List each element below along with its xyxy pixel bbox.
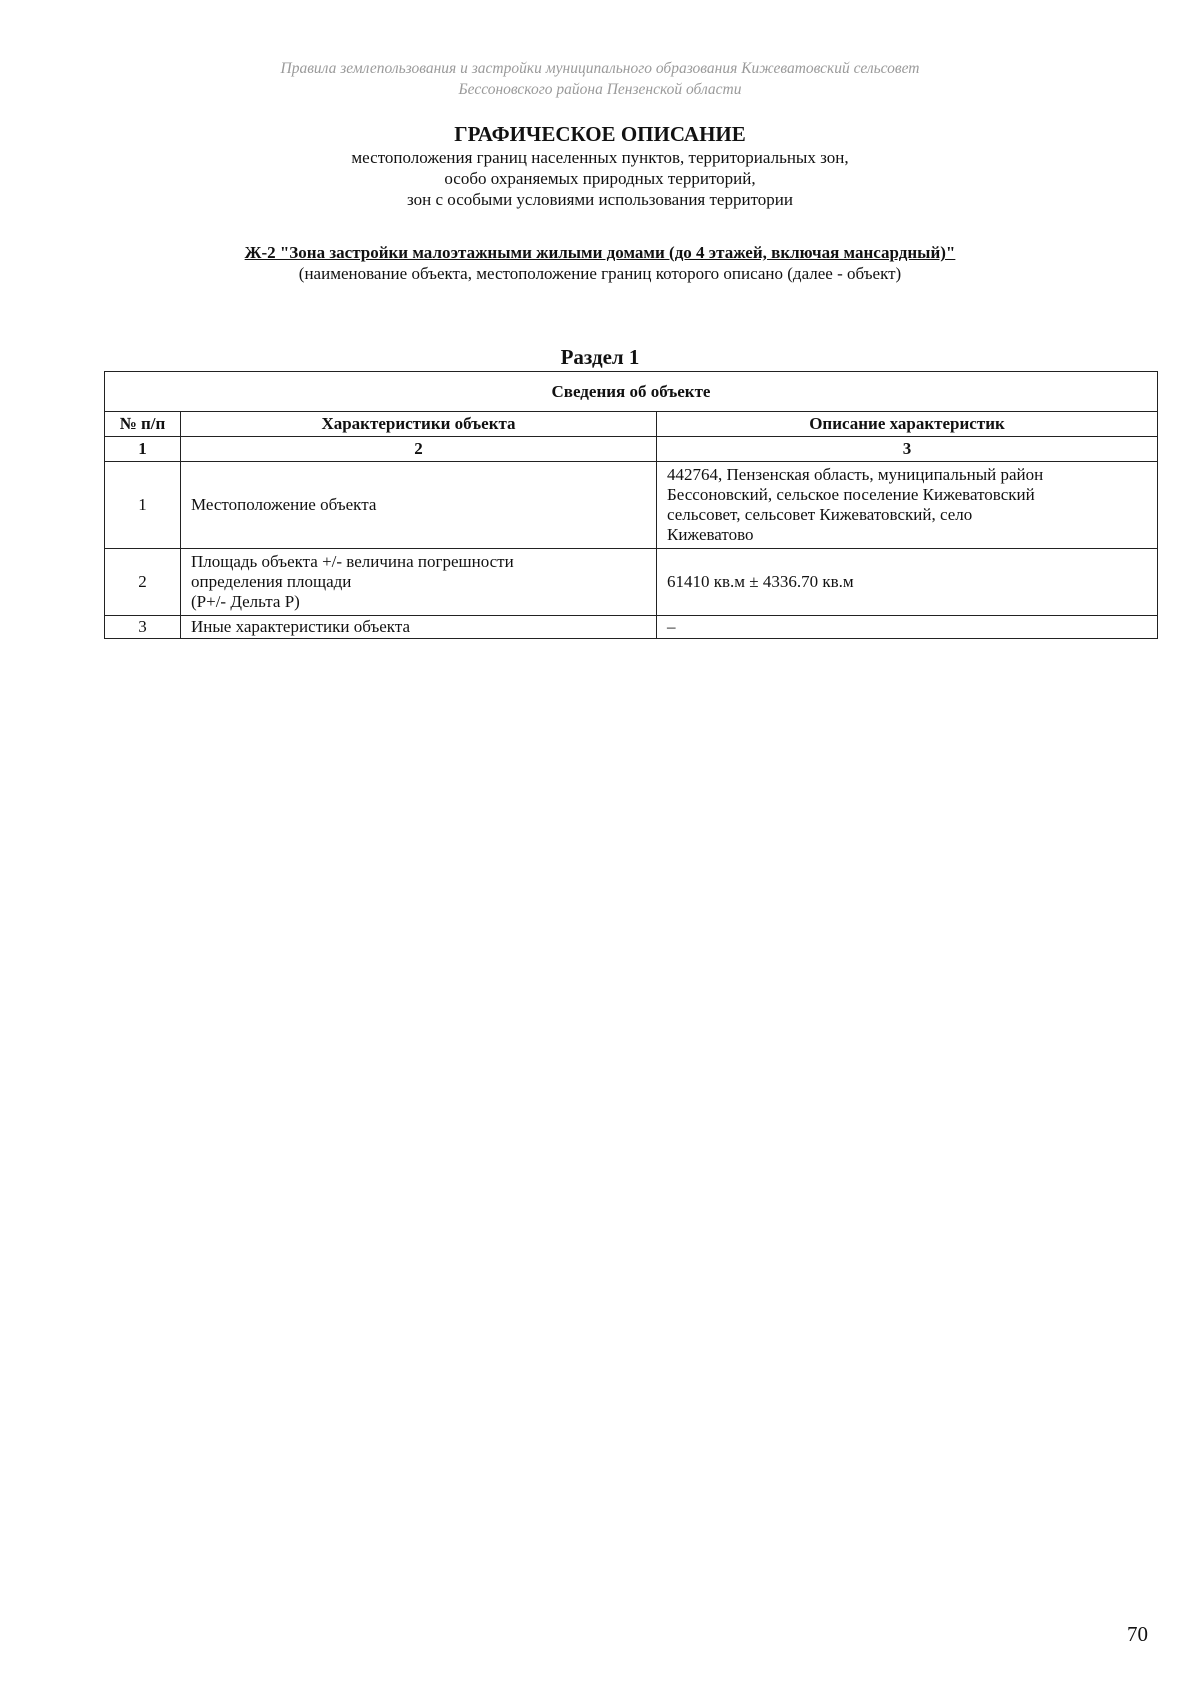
object-caption: (наименование объекта, местоположение границ которого описано (далее - объект) <box>298 264 902 283</box>
description-line: сельсовет, сельсовет Кижеватовский, село <box>667 505 973 524</box>
object-info-table <box>104 371 1158 639</box>
table-column-numbers-row <box>105 437 1158 462</box>
document-subtitle-2: особо охраняемых природных территорий, <box>444 169 756 188</box>
page-header <box>0 58 1200 100</box>
document-title: ГРАФИЧЕСКОЕ ОПИСАНИЕ <box>454 122 746 146</box>
document-subtitle-1: местоположения границ населенных пунктов, территориальных зон, <box>351 148 849 167</box>
table-header-row <box>105 412 1158 437</box>
row-number: 2 <box>105 549 181 616</box>
table-row <box>105 462 1158 549</box>
description-line: Бессоновский, сельское поселение Кижеватовский <box>667 485 1035 504</box>
column-number-1: 1 <box>105 437 181 462</box>
table-caption-row <box>105 372 1158 412</box>
row-description <box>657 616 1158 639</box>
description-line: Кижеватово <box>667 525 754 544</box>
description-line: – <box>667 617 676 636</box>
object-name: Ж-2 "Зона застройки малоэтажными жилыми домами (до 4 этажей, включая мансардный)" <box>244 243 956 262</box>
characteristic-line: Местоположение объекта <box>191 495 377 514</box>
characteristic-line: Площадь объекта +/- величина погрешности <box>191 552 514 571</box>
header-number: № п/п <box>105 412 181 437</box>
row-number: 1 <box>105 462 181 549</box>
row-characteristic <box>181 616 657 639</box>
row-characteristic <box>181 462 657 549</box>
column-number-2: 2 <box>181 437 657 462</box>
column-number-3: 3 <box>657 437 1158 462</box>
characteristic-line: (Р+/- Дельта Р) <box>191 592 300 611</box>
characteristic-line: определения площади <box>191 572 352 591</box>
document-subtitle-3: зон с особыми условиями использования территории <box>407 190 793 209</box>
table-row <box>105 616 1158 639</box>
description-line: 61410 кв.м ± 4336.70 кв.м <box>667 572 854 591</box>
page-number: 70 <box>1127 1622 1148 1646</box>
characteristic-line: Иные характеристики объекта <box>191 617 411 636</box>
title-block <box>0 121 1200 210</box>
row-description <box>657 462 1158 549</box>
row-number: 3 <box>105 616 181 639</box>
table-row <box>105 549 1158 616</box>
row-characteristic <box>181 549 657 616</box>
object-block <box>0 242 1200 284</box>
header-line-2: Бессоновского района Пензенской области <box>458 81 742 98</box>
header-characteristic: Характеристики объекта <box>181 412 657 437</box>
row-description <box>657 549 1158 616</box>
header-description: Описание характеристик <box>657 412 1158 437</box>
description-line: 442764, Пензенская область, муниципальный район <box>667 465 1044 484</box>
table-caption: Сведения об объекте <box>105 372 1158 412</box>
header-line-1: Правила землепользования и застройки муниципального образования Кижеватовский сельсовет <box>280 60 920 77</box>
section-title: Раздел 1 <box>560 345 640 369</box>
